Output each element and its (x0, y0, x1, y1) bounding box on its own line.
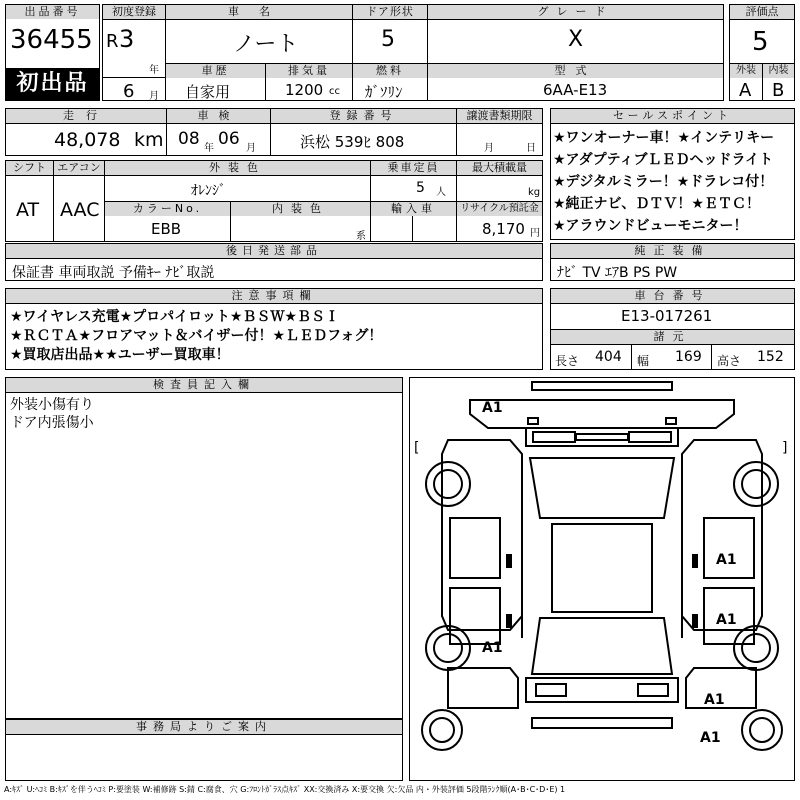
door-type-label: ドア形状 (353, 5, 427, 19)
genuine-equipment-label: 純正装備 (551, 244, 794, 258)
damage-mark-rear-right: A1 (700, 730, 721, 746)
sales-points-label: セールスポイント (551, 109, 794, 123)
length-value: 404 (595, 349, 622, 365)
year-unit: 年 (149, 65, 159, 76)
shift-label: シフト (6, 161, 53, 175)
genuine-equipment-box (550, 243, 795, 281)
displacement-unit: cc (329, 86, 340, 97)
sales-point: ★アラウンドビューモニター！ (553, 218, 748, 234)
chassis-number: E13-017261 (621, 307, 713, 325)
sales-point: ★純正ナビ、ＤＴＶ！★ＥＴＣ！ (553, 196, 760, 212)
transfer-month-unit: 月 (484, 143, 494, 154)
inspection-year-unit: 年 (204, 143, 214, 154)
lot-number-box (5, 4, 100, 101)
color-no-label: カラーNo. (105, 202, 230, 216)
sales-point: ★アダプティブＬＥＤヘッドライト (553, 152, 774, 168)
mileage-label: 走行 (6, 109, 166, 123)
history-label: 車歴 (166, 64, 265, 78)
int-color-label: 内装色 (231, 202, 370, 216)
sales-point: ★ワンオーナー車！★インテリキー (553, 130, 775, 146)
later-parts-box (5, 243, 543, 281)
inspection-month-unit: 月 (246, 143, 256, 154)
recycle-unit: 円 (530, 228, 540, 239)
first-reg-label: 初度登録 (103, 5, 165, 19)
capacity-label: 乗車定員 (371, 161, 456, 175)
exterior-color: ｵﾚﾝｼﾞ (191, 183, 226, 199)
bracket-left: [ (414, 440, 420, 456)
interior-grade: B (772, 80, 785, 101)
note-line: ★買取店出品★★ユーザー買取車！ (10, 347, 230, 363)
mileage: 48,078 (54, 129, 121, 151)
office-label: 事務局よりご案内 (6, 720, 402, 734)
mileage-row (5, 108, 543, 156)
capacity: 5 (416, 180, 425, 196)
ext-color-label: 外装色 (105, 161, 370, 175)
note-line: ★ワイヤレス充電★プロパイロット★ＢＳＷ★ＢＳＩ (10, 309, 339, 325)
inspection-year: 08 (178, 129, 200, 149)
height-label: 高さ (717, 354, 742, 368)
later-parts-list: 保証書 車両取説 予備ｷｰ ﾅﾋﾞ取説 (12, 265, 215, 281)
chassis-label: 車台番号 (551, 289, 794, 303)
grade-label: グレード (428, 5, 723, 19)
color-number: EBB (151, 220, 182, 238)
vehicle-history: 自家用 (185, 83, 231, 101)
legend: A:ｷｽﾞ U:ﾍｺﾐ B:ｷｽﾞを伴うﾍｺﾐ P:要塗装 W:補修跡 S:錆 C:腐食、穴 G:ﾌﾛﾝﾄｶﾞﾗｽ点ｷｽﾞ XX:交換済み X:要交換 欠:欠品 内・外装評価 5段階ﾗﾝｸ順(A･B･C･D･E) 1 (4, 785, 566, 794)
int-color-unit: 系 (356, 231, 366, 242)
sales-points-box (550, 108, 795, 240)
inspector-line: ドア内張傷小 (10, 415, 94, 431)
damage-mark-right-front-door: A1 (716, 552, 737, 568)
inspector-notes (10, 396, 94, 432)
damage-mark-left-rear: A1 (482, 640, 503, 656)
load-unit: kg (528, 187, 541, 198)
registration-plate: 浜松 539ﾋ 808 (300, 133, 405, 151)
damage-mark-front: A1 (482, 400, 503, 416)
first-reg-month: 6 (123, 81, 135, 102)
spec-row (5, 160, 543, 242)
door-count: 5 (381, 27, 395, 52)
width-value: 169 (675, 349, 702, 365)
mileage-unit: km (134, 129, 164, 151)
inspector-label: 検査員記入欄 (6, 378, 402, 392)
month-unit: 月 (149, 91, 159, 102)
note-line: ★ＲＣＴＡ★フロアマット＆バイザー付！★ＬＥＤフォグ！ (10, 328, 383, 344)
genuine-equipment-list: ﾅﾋﾞ TV ｴｱB PS PW (557, 265, 678, 281)
grade: X (568, 27, 584, 52)
model-label: 型式 (428, 64, 723, 78)
length-label: 長さ (555, 354, 580, 368)
lot-number-label: 出品番号 (6, 5, 99, 19)
exterior-grade: A (739, 80, 752, 101)
car-name-label: 車名 (166, 5, 352, 19)
lot-number: 36455 (10, 25, 93, 55)
notes-list (10, 308, 540, 365)
ac-label: エアコン (54, 161, 104, 175)
chassis-box (550, 288, 795, 370)
damage-diagram-box (409, 377, 795, 781)
overall-score: 5 (752, 27, 769, 57)
sales-points-list (553, 127, 793, 237)
capacity-unit: 人 (436, 187, 446, 198)
car-outline-diagram (410, 378, 794, 780)
air-conditioner: AAC (60, 199, 100, 221)
damage-mark-right-rear-door: A1 (716, 612, 737, 628)
height-value: 152 (757, 349, 784, 365)
inspection-month: 06 (218, 129, 240, 149)
inspector-box (5, 377, 403, 719)
vehicle-info-box (102, 4, 724, 101)
inspector-line: 外装小傷有り (10, 397, 94, 413)
notes-label: 注意事項欄 (6, 289, 542, 303)
car-name: ノート (233, 32, 299, 57)
notes-box (5, 288, 543, 370)
exterior-label: 外装 (730, 64, 762, 78)
displacement: 1200 (285, 81, 324, 99)
sales-point: ★デジタルミラー！★ドラレコ付！ (553, 174, 774, 190)
model-code: 6AA-E13 (543, 81, 608, 99)
era-letter: R (106, 31, 119, 52)
score-box (729, 4, 795, 101)
dimensions-label: 諸元 (551, 330, 794, 344)
later-parts-label: 後日発送部品 (6, 244, 542, 258)
damage-mark-rear: A1 (704, 692, 725, 708)
shift: AT (16, 199, 40, 221)
transfer-label: 譲渡書類期限 (457, 109, 542, 123)
fuel-label: 燃料 (353, 64, 427, 78)
first-listing-badge: 初出品 (6, 68, 99, 100)
recycle-label: リサイクル預託金 (457, 202, 542, 216)
bracket-right: ] (782, 440, 788, 456)
displacement-label: 排気量 (266, 64, 352, 78)
first-reg-year: 3 (119, 25, 135, 53)
interior-label: 内装 (763, 64, 794, 78)
plate-label: 登録番号 (271, 109, 456, 123)
import-label: 輸入車 (371, 202, 456, 216)
width-label: 幅 (637, 354, 650, 368)
recycle-fee: 8,170 (482, 220, 525, 238)
score-label: 評価点 (730, 5, 794, 19)
inspection-label: 車検 (167, 109, 270, 123)
fuel-type: ｶﾞｿﾘﾝ (365, 83, 403, 101)
office-box (5, 719, 403, 781)
load-label: 最大積載量 (457, 161, 542, 175)
transfer-day-unit: 日 (526, 143, 536, 154)
